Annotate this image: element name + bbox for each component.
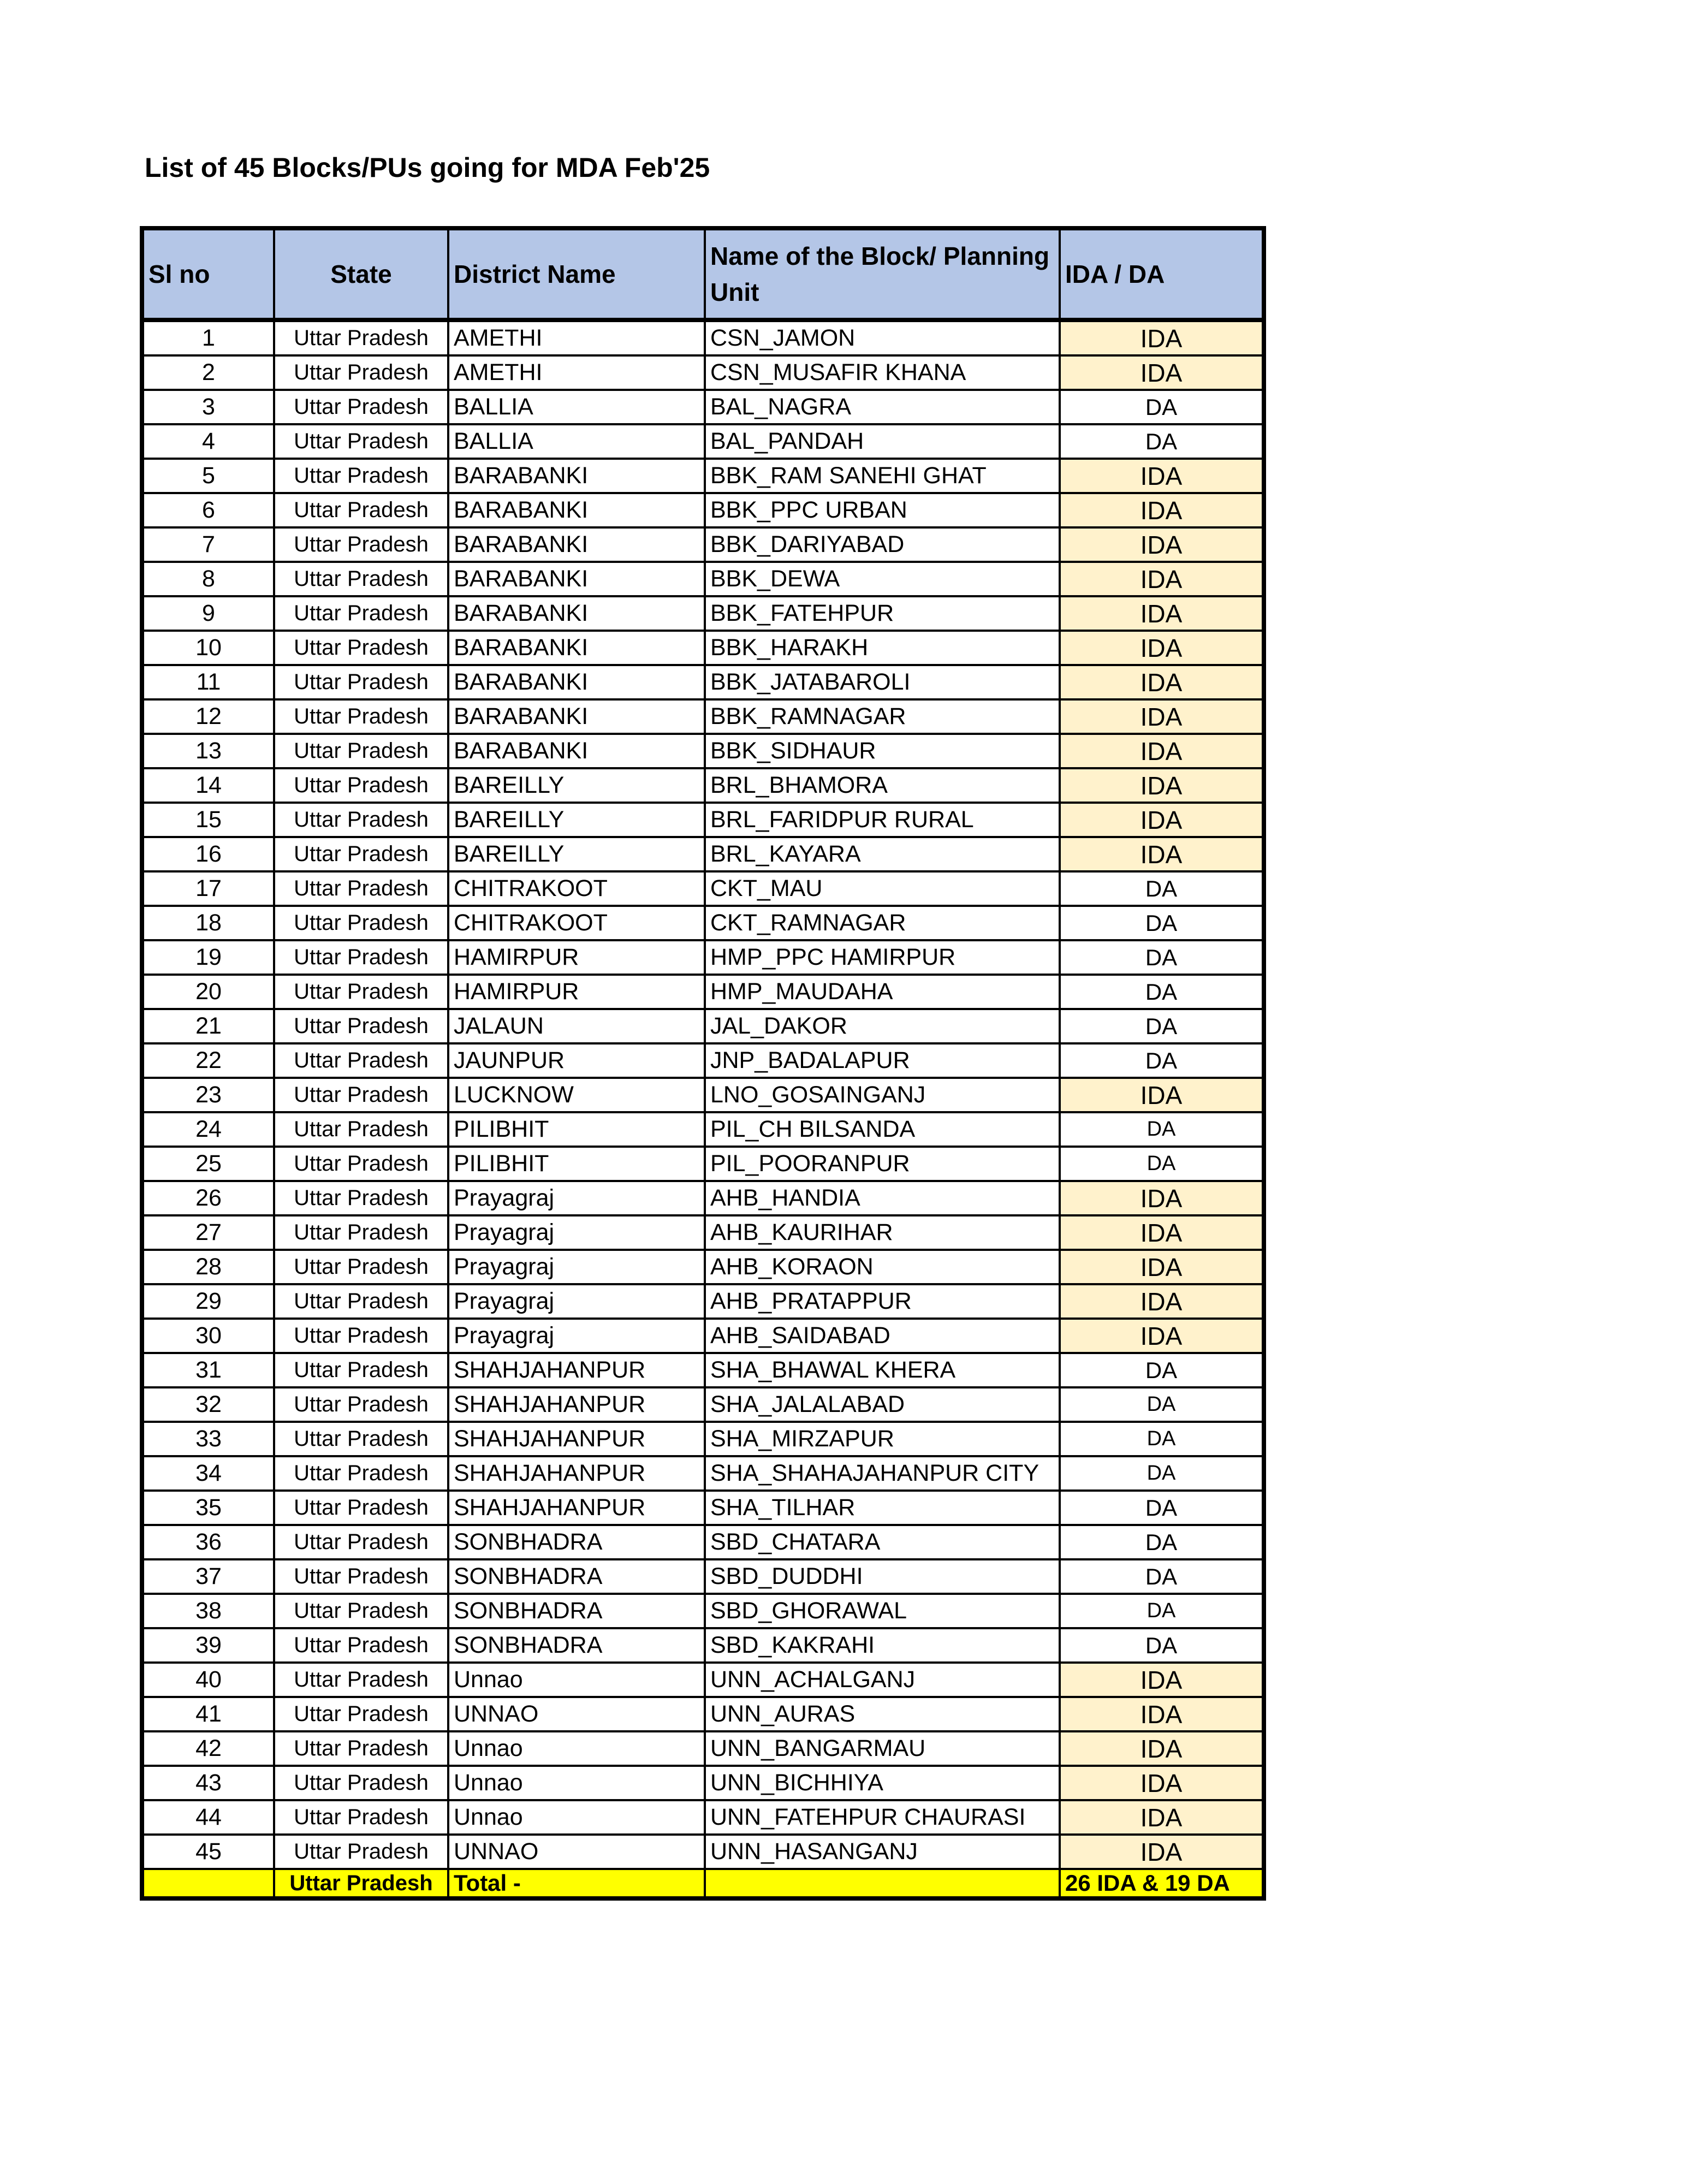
cell-block: SHA_JALALABAD bbox=[705, 1387, 1060, 1422]
cell-state: Uttar Pradesh bbox=[274, 1250, 448, 1284]
cell-ida-da: IDA bbox=[1060, 1766, 1264, 1800]
cell-state: Uttar Pradesh bbox=[274, 1078, 448, 1112]
cell-sl-no: 28 bbox=[142, 1250, 274, 1284]
cell-ida-da: IDA bbox=[1060, 1835, 1264, 1869]
cell-state: Uttar Pradesh bbox=[274, 975, 448, 1009]
table-row bbox=[142, 975, 1264, 1009]
cell-sl-no: 20 bbox=[142, 975, 274, 1009]
cell-ida-da: IDA bbox=[1060, 1697, 1264, 1731]
cell-district: AMETHI bbox=[448, 355, 705, 390]
cell-state: Uttar Pradesh bbox=[274, 1043, 448, 1078]
cell-sl-no: 6 bbox=[142, 493, 274, 527]
table-row bbox=[142, 940, 1264, 975]
cell-district: BAREILLY bbox=[448, 803, 705, 837]
cell-sl-no: 23 bbox=[142, 1078, 274, 1112]
table-row bbox=[142, 1112, 1264, 1147]
cell-sl-no: 38 bbox=[142, 1594, 274, 1628]
cell-district: Unnao bbox=[448, 1766, 705, 1800]
cell-block: BRL_FARIDPUR RURAL bbox=[705, 803, 1060, 837]
cell-ida-da: IDA bbox=[1060, 1319, 1264, 1353]
cell-block: BAL_PANDAH bbox=[705, 424, 1060, 459]
cell-district: JAUNPUR bbox=[448, 1043, 705, 1078]
cell-sl-no: 22 bbox=[142, 1043, 274, 1078]
cell-block: HMP_PPC HAMIRPUR bbox=[705, 940, 1060, 975]
table-row bbox=[142, 1731, 1264, 1766]
cell-block: SBD_CHATARA bbox=[705, 1525, 1060, 1559]
header-block-name: Name of the Block/ Planning Unit bbox=[705, 228, 1060, 320]
cell-block: SBD_GHORAWAL bbox=[705, 1594, 1060, 1628]
cell-sl-no: 15 bbox=[142, 803, 274, 837]
cell-ida-da: IDA bbox=[1060, 562, 1264, 596]
cell-district: SHAHJAHANPUR bbox=[448, 1491, 705, 1525]
cell-sl-no: 37 bbox=[142, 1559, 274, 1594]
cell-district: JALAUN bbox=[448, 1009, 705, 1043]
cell-sl-no: 8 bbox=[142, 562, 274, 596]
cell-ida-da: DA bbox=[1060, 906, 1264, 940]
cell-block: BBK_DEWA bbox=[705, 562, 1060, 596]
cell-state: Uttar Pradesh bbox=[274, 1112, 448, 1147]
cell-block: BBK_RAM SANEHI GHAT bbox=[705, 459, 1060, 493]
cell-block: BRL_KAYARA bbox=[705, 837, 1060, 871]
cell-ida-da: DA bbox=[1060, 1009, 1264, 1043]
cell-district: BAREILLY bbox=[448, 768, 705, 803]
cell-ida-da: IDA bbox=[1060, 1800, 1264, 1835]
cell-block: SBD_KAKRAHI bbox=[705, 1628, 1060, 1663]
cell-block: CSN_JAMON bbox=[705, 320, 1060, 355]
table-row bbox=[142, 1835, 1264, 1869]
cell-district: SONBHADRA bbox=[448, 1559, 705, 1594]
cell-sl-no: 5 bbox=[142, 459, 274, 493]
table-row bbox=[142, 906, 1264, 940]
cell-district: CHITRAKOOT bbox=[448, 871, 705, 906]
cell-ida-da: DA bbox=[1060, 390, 1264, 424]
cell-district: Unnao bbox=[448, 1663, 705, 1697]
header-state: State bbox=[274, 228, 448, 320]
total-block bbox=[705, 1869, 1060, 1898]
cell-district: BARABANKI bbox=[448, 665, 705, 699]
cell-block: BBK_DARIYABAD bbox=[705, 527, 1060, 562]
cell-block: AHB_HANDIA bbox=[705, 1181, 1060, 1215]
cell-block: CKT_RAMNAGAR bbox=[705, 906, 1060, 940]
cell-sl-no: 35 bbox=[142, 1491, 274, 1525]
cell-ida-da: IDA bbox=[1060, 1250, 1264, 1284]
cell-sl-no: 2 bbox=[142, 355, 274, 390]
cell-ida-da: IDA bbox=[1060, 1731, 1264, 1766]
cell-state: Uttar Pradesh bbox=[274, 1422, 448, 1456]
cell-sl-no: 26 bbox=[142, 1181, 274, 1215]
cell-sl-no: 11 bbox=[142, 665, 274, 699]
cell-sl-no: 18 bbox=[142, 906, 274, 940]
cell-state: Uttar Pradesh bbox=[274, 596, 448, 631]
table-row bbox=[142, 1284, 1264, 1319]
cell-state: Uttar Pradesh bbox=[274, 734, 448, 768]
cell-district: SONBHADRA bbox=[448, 1628, 705, 1663]
total-sl bbox=[142, 1869, 274, 1898]
table-row bbox=[142, 1422, 1264, 1456]
cell-ida-da: IDA bbox=[1060, 320, 1264, 355]
cell-block: SBD_DUDDHI bbox=[705, 1559, 1060, 1594]
cell-ida-da: IDA bbox=[1060, 734, 1264, 768]
cell-state: Uttar Pradesh bbox=[274, 768, 448, 803]
cell-state: Uttar Pradesh bbox=[274, 355, 448, 390]
cell-sl-no: 7 bbox=[142, 527, 274, 562]
cell-ida-da: DA bbox=[1060, 1387, 1264, 1422]
cell-block: AHB_SAIDABAD bbox=[705, 1319, 1060, 1353]
cell-district: Prayagraj bbox=[448, 1284, 705, 1319]
cell-district: UNNAO bbox=[448, 1697, 705, 1731]
cell-state: Uttar Pradesh bbox=[274, 1353, 448, 1387]
cell-state: Uttar Pradesh bbox=[274, 1835, 448, 1869]
cell-state: Uttar Pradesh bbox=[274, 1456, 448, 1491]
cell-sl-no: 10 bbox=[142, 631, 274, 665]
cell-sl-no: 33 bbox=[142, 1422, 274, 1456]
cell-state: Uttar Pradesh bbox=[274, 906, 448, 940]
cell-sl-no: 36 bbox=[142, 1525, 274, 1559]
cell-district: HAMIRPUR bbox=[448, 975, 705, 1009]
cell-block: BRL_BHAMORA bbox=[705, 768, 1060, 803]
cell-state: Uttar Pradesh bbox=[274, 493, 448, 527]
cell-sl-no: 16 bbox=[142, 837, 274, 871]
cell-sl-no: 30 bbox=[142, 1319, 274, 1353]
table-row bbox=[142, 1387, 1264, 1422]
cell-state: Uttar Pradesh bbox=[274, 940, 448, 975]
table-row bbox=[142, 1353, 1264, 1387]
table-row bbox=[142, 699, 1264, 734]
cell-ida-da: IDA bbox=[1060, 699, 1264, 734]
cell-block: SHA_MIRZAPUR bbox=[705, 1422, 1060, 1456]
table-row bbox=[142, 871, 1264, 906]
cell-ida-da: DA bbox=[1060, 975, 1264, 1009]
cell-sl-no: 25 bbox=[142, 1147, 274, 1181]
cell-district: BARABANKI bbox=[448, 459, 705, 493]
cell-sl-no: 31 bbox=[142, 1353, 274, 1387]
table-row bbox=[142, 390, 1264, 424]
cell-ida-da: DA bbox=[1060, 424, 1264, 459]
cell-state: Uttar Pradesh bbox=[274, 631, 448, 665]
cell-ida-da: IDA bbox=[1060, 459, 1264, 493]
cell-district: Unnao bbox=[448, 1731, 705, 1766]
table-row bbox=[142, 527, 1264, 562]
cell-ida-da: IDA bbox=[1060, 1663, 1264, 1697]
table-row bbox=[142, 734, 1264, 768]
cell-sl-no: 27 bbox=[142, 1215, 274, 1250]
cell-district: HAMIRPUR bbox=[448, 940, 705, 975]
cell-ida-da: DA bbox=[1060, 1559, 1264, 1594]
cell-sl-no: 13 bbox=[142, 734, 274, 768]
cell-block: UNN_HASANGANJ bbox=[705, 1835, 1060, 1869]
cell-ida-da: IDA bbox=[1060, 768, 1264, 803]
cell-sl-no: 41 bbox=[142, 1697, 274, 1731]
cell-block: UNN_BANGARMAU bbox=[705, 1731, 1060, 1766]
cell-block: UNN_ACHALGANJ bbox=[705, 1663, 1060, 1697]
cell-block: AHB_PRATAPPUR bbox=[705, 1284, 1060, 1319]
cell-state: Uttar Pradesh bbox=[274, 1663, 448, 1697]
cell-district: SONBHADRA bbox=[448, 1525, 705, 1559]
cell-ida-da: IDA bbox=[1060, 596, 1264, 631]
cell-district: SHAHJAHANPUR bbox=[448, 1353, 705, 1387]
cell-ida-da: IDA bbox=[1060, 837, 1264, 871]
cell-state: Uttar Pradesh bbox=[274, 1147, 448, 1181]
cell-district: BARABANKI bbox=[448, 493, 705, 527]
header-ida-da: IDA / DA bbox=[1060, 228, 1264, 320]
cell-ida-da: DA bbox=[1060, 1628, 1264, 1663]
cell-state: Uttar Pradesh bbox=[274, 459, 448, 493]
cell-block: LNO_GOSAINGANJ bbox=[705, 1078, 1060, 1112]
cell-district: CHITRAKOOT bbox=[448, 906, 705, 940]
cell-district: BAREILLY bbox=[448, 837, 705, 871]
table-row bbox=[142, 1594, 1264, 1628]
total-summary: 26 IDA & 19 DA bbox=[1060, 1869, 1264, 1898]
cell-block: HMP_MAUDAHA bbox=[705, 975, 1060, 1009]
cell-block: PIL_CH BILSANDA bbox=[705, 1112, 1060, 1147]
cell-block: UNN_BICHHIYA bbox=[705, 1766, 1060, 1800]
cell-ida-da: DA bbox=[1060, 1594, 1264, 1628]
cell-state: Uttar Pradesh bbox=[274, 1525, 448, 1559]
cell-block: BBK_HARAKH bbox=[705, 631, 1060, 665]
cell-state: Uttar Pradesh bbox=[274, 1800, 448, 1835]
cell-sl-no: 14 bbox=[142, 768, 274, 803]
cell-ida-da: DA bbox=[1060, 1456, 1264, 1491]
cell-state: Uttar Pradesh bbox=[274, 699, 448, 734]
cell-ida-da: DA bbox=[1060, 871, 1264, 906]
cell-block: CKT_MAU bbox=[705, 871, 1060, 906]
cell-state: Uttar Pradesh bbox=[274, 1009, 448, 1043]
cell-block: JNP_BADALAPUR bbox=[705, 1043, 1060, 1078]
cell-ida-da: IDA bbox=[1060, 803, 1264, 837]
table-row bbox=[142, 1491, 1264, 1525]
total-state: Uttar Pradesh bbox=[274, 1869, 448, 1898]
cell-state: Uttar Pradesh bbox=[274, 320, 448, 355]
cell-state: Uttar Pradesh bbox=[274, 424, 448, 459]
cell-ida-da: DA bbox=[1060, 1112, 1264, 1147]
cell-state: Uttar Pradesh bbox=[274, 1628, 448, 1663]
cell-state: Uttar Pradesh bbox=[274, 1766, 448, 1800]
cell-district: BARABANKI bbox=[448, 527, 705, 562]
cell-district: AMETHI bbox=[448, 320, 705, 355]
cell-ida-da: DA bbox=[1060, 940, 1264, 975]
cell-ida-da: IDA bbox=[1060, 1215, 1264, 1250]
cell-sl-no: 4 bbox=[142, 424, 274, 459]
cell-sl-no: 34 bbox=[142, 1456, 274, 1491]
table-row bbox=[142, 837, 1264, 871]
mda-blocks-table bbox=[140, 226, 1266, 1901]
cell-district: BARABANKI bbox=[448, 699, 705, 734]
cell-sl-no: 21 bbox=[142, 1009, 274, 1043]
table-row bbox=[142, 1043, 1264, 1078]
cell-state: Uttar Pradesh bbox=[274, 1215, 448, 1250]
cell-block: BBK_PPC URBAN bbox=[705, 493, 1060, 527]
cell-state: Uttar Pradesh bbox=[274, 562, 448, 596]
cell-district: BARABANKI bbox=[448, 562, 705, 596]
cell-ida-da: IDA bbox=[1060, 1078, 1264, 1112]
cell-sl-no: 45 bbox=[142, 1835, 274, 1869]
table-row bbox=[142, 355, 1264, 390]
table-row bbox=[142, 803, 1264, 837]
table-body bbox=[142, 320, 1264, 1869]
cell-district: SHAHJAHANPUR bbox=[448, 1422, 705, 1456]
cell-state: Uttar Pradesh bbox=[274, 1594, 448, 1628]
cell-block: UNN_FATEHPUR CHAURASI bbox=[705, 1800, 1060, 1835]
table-row bbox=[142, 665, 1264, 699]
cell-state: Uttar Pradesh bbox=[274, 1697, 448, 1731]
table-row bbox=[142, 1181, 1264, 1215]
table-row bbox=[142, 1559, 1264, 1594]
cell-block: SHA_SHAHAJAHANPUR CITY bbox=[705, 1456, 1060, 1491]
table-row bbox=[142, 320, 1264, 355]
header-sl-no: Sl no bbox=[142, 228, 274, 320]
table-row bbox=[142, 424, 1264, 459]
cell-state: Uttar Pradesh bbox=[274, 527, 448, 562]
cell-block: SHA_BHAWAL KHERA bbox=[705, 1353, 1060, 1387]
cell-state: Uttar Pradesh bbox=[274, 1559, 448, 1594]
table-row bbox=[142, 493, 1264, 527]
table-row bbox=[142, 1250, 1264, 1284]
header-row bbox=[142, 228, 1264, 320]
cell-ida-da: IDA bbox=[1060, 665, 1264, 699]
cell-district: Prayagraj bbox=[448, 1181, 705, 1215]
cell-block: UNN_AURAS bbox=[705, 1697, 1060, 1731]
cell-district: SONBHADRA bbox=[448, 1594, 705, 1628]
cell-block: AHB_KORAON bbox=[705, 1250, 1060, 1284]
cell-ida-da: IDA bbox=[1060, 355, 1264, 390]
table-row bbox=[142, 1525, 1264, 1559]
cell-state: Uttar Pradesh bbox=[274, 1181, 448, 1215]
table-row bbox=[142, 1663, 1264, 1697]
table-row bbox=[142, 1215, 1264, 1250]
table-row bbox=[142, 596, 1264, 631]
table-row bbox=[142, 1800, 1264, 1835]
cell-sl-no: 24 bbox=[142, 1112, 274, 1147]
cell-block: AHB_KAURIHAR bbox=[705, 1215, 1060, 1250]
cell-sl-no: 17 bbox=[142, 871, 274, 906]
cell-district: PILIBHIT bbox=[448, 1112, 705, 1147]
cell-district: SHAHJAHANPUR bbox=[448, 1456, 705, 1491]
cell-block: BBK_SIDHAUR bbox=[705, 734, 1060, 768]
cell-district: BARABANKI bbox=[448, 631, 705, 665]
cell-district: Prayagraj bbox=[448, 1250, 705, 1284]
cell-district: SHAHJAHANPUR bbox=[448, 1387, 705, 1422]
cell-sl-no: 44 bbox=[142, 1800, 274, 1835]
cell-sl-no: 43 bbox=[142, 1766, 274, 1800]
cell-district: Prayagraj bbox=[448, 1319, 705, 1353]
cell-ida-da: DA bbox=[1060, 1043, 1264, 1078]
cell-state: Uttar Pradesh bbox=[274, 1387, 448, 1422]
cell-state: Uttar Pradesh bbox=[274, 1284, 448, 1319]
cell-sl-no: 40 bbox=[142, 1663, 274, 1697]
cell-district: LUCKNOW bbox=[448, 1078, 705, 1112]
table-row bbox=[142, 1009, 1264, 1043]
cell-ida-da: IDA bbox=[1060, 527, 1264, 562]
table-row bbox=[142, 1766, 1264, 1800]
cell-ida-da: DA bbox=[1060, 1353, 1264, 1387]
cell-state: Uttar Pradesh bbox=[274, 390, 448, 424]
table-row bbox=[142, 1456, 1264, 1491]
cell-ida-da: DA bbox=[1060, 1147, 1264, 1181]
cell-district: UNNAO bbox=[448, 1835, 705, 1869]
cell-district: Unnao bbox=[448, 1800, 705, 1835]
cell-state: Uttar Pradesh bbox=[274, 803, 448, 837]
cell-ida-da: DA bbox=[1060, 1491, 1264, 1525]
cell-ida-da: IDA bbox=[1060, 1181, 1264, 1215]
total-label: Total - bbox=[448, 1869, 705, 1898]
table-row bbox=[142, 562, 1264, 596]
cell-block: BBK_RAMNAGAR bbox=[705, 699, 1060, 734]
cell-block: JAL_DAKOR bbox=[705, 1009, 1060, 1043]
cell-block: BAL_NAGRA bbox=[705, 390, 1060, 424]
page-title: List of 45 Blocks/PUs going for MDA Feb'25 bbox=[145, 152, 710, 183]
cell-block: BBK_JATABAROLI bbox=[705, 665, 1060, 699]
cell-district: BALLIA bbox=[448, 424, 705, 459]
cell-sl-no: 32 bbox=[142, 1387, 274, 1422]
cell-sl-no: 3 bbox=[142, 390, 274, 424]
cell-sl-no: 12 bbox=[142, 699, 274, 734]
total-row bbox=[142, 1869, 1264, 1898]
cell-ida-da: IDA bbox=[1060, 493, 1264, 527]
cell-state: Uttar Pradesh bbox=[274, 1731, 448, 1766]
table-row bbox=[142, 768, 1264, 803]
cell-district: PILIBHIT bbox=[448, 1147, 705, 1181]
cell-block: PIL_POORANPUR bbox=[705, 1147, 1060, 1181]
table-row bbox=[142, 1147, 1264, 1181]
cell-state: Uttar Pradesh bbox=[274, 1319, 448, 1353]
cell-ida-da: IDA bbox=[1060, 1284, 1264, 1319]
table-row bbox=[142, 631, 1264, 665]
cell-state: Uttar Pradesh bbox=[274, 665, 448, 699]
cell-ida-da: DA bbox=[1060, 1525, 1264, 1559]
cell-sl-no: 19 bbox=[142, 940, 274, 975]
cell-sl-no: 42 bbox=[142, 1731, 274, 1766]
cell-sl-no: 39 bbox=[142, 1628, 274, 1663]
cell-sl-no: 9 bbox=[142, 596, 274, 631]
table-row bbox=[142, 1697, 1264, 1731]
cell-district: Prayagraj bbox=[448, 1215, 705, 1250]
table-row bbox=[142, 1628, 1264, 1663]
cell-block: CSN_MUSAFIR KHANA bbox=[705, 355, 1060, 390]
cell-block: SHA_TILHAR bbox=[705, 1491, 1060, 1525]
cell-block: BBK_FATEHPUR bbox=[705, 596, 1060, 631]
table-row bbox=[142, 1319, 1264, 1353]
cell-ida-da: DA bbox=[1060, 1422, 1264, 1456]
table-row bbox=[142, 459, 1264, 493]
cell-ida-da: IDA bbox=[1060, 631, 1264, 665]
cell-state: Uttar Pradesh bbox=[274, 837, 448, 871]
table-row bbox=[142, 1078, 1264, 1112]
cell-state: Uttar Pradesh bbox=[274, 871, 448, 906]
cell-sl-no: 1 bbox=[142, 320, 274, 355]
cell-district: BARABANKI bbox=[448, 734, 705, 768]
cell-state: Uttar Pradesh bbox=[274, 1491, 448, 1525]
header-district-name: District Name bbox=[448, 228, 705, 320]
cell-district: BARABANKI bbox=[448, 596, 705, 631]
cell-sl-no: 29 bbox=[142, 1284, 274, 1319]
cell-district: BALLIA bbox=[448, 390, 705, 424]
